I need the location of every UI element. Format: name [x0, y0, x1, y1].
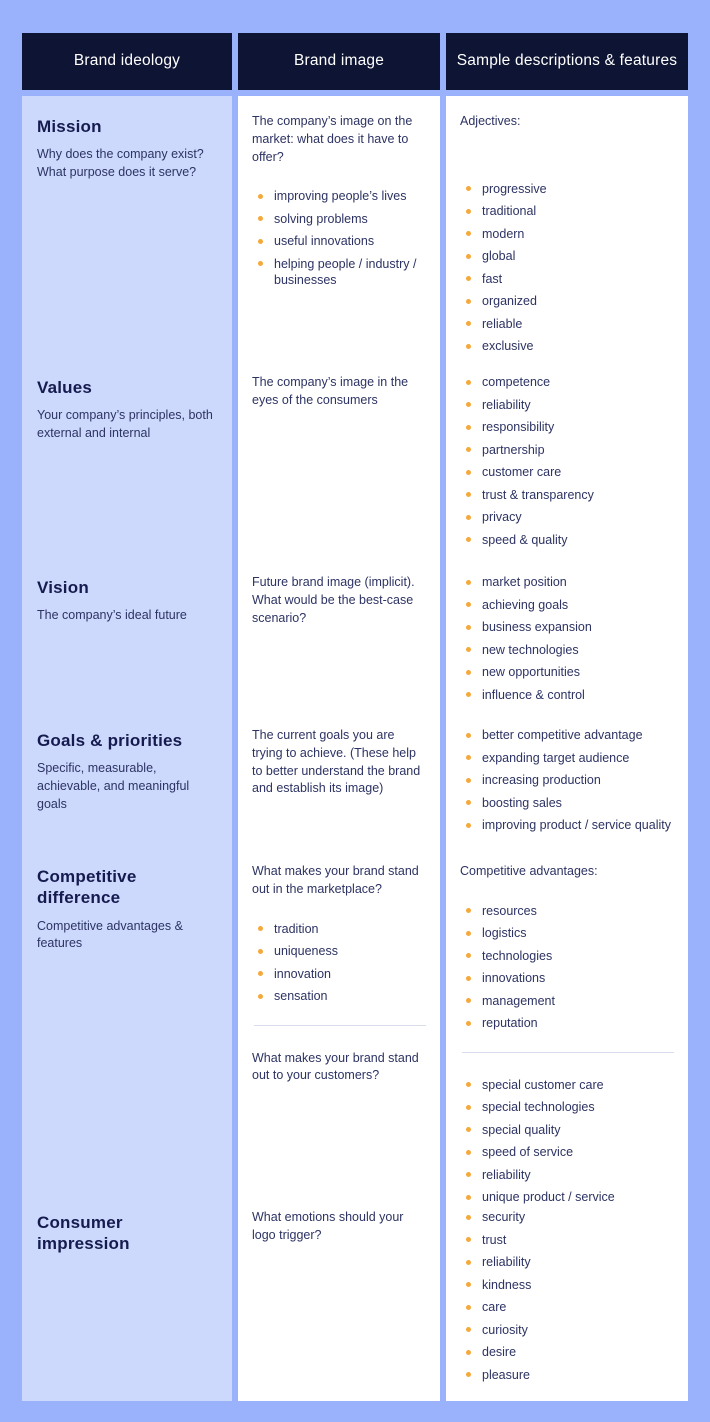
bullet-item: global [460, 248, 676, 265]
bullet-item: organized [460, 293, 676, 310]
ideology-cell [22, 710, 232, 852]
table-row [22, 357, 688, 551]
bullet-item: improving people’s lives [252, 188, 428, 205]
table-rows [22, 96, 688, 1388]
bullet-item: solving problems [252, 211, 428, 228]
cell-paragraph: What makes your brand stand out in the marketplace? [252, 864, 419, 896]
bullet-item: reliability [460, 1254, 676, 1271]
row-subtitle: Your company’s principles, both external and internal [37, 408, 213, 440]
bullet-item: influence & control [460, 687, 676, 704]
bullet-item: privacy [460, 509, 676, 526]
row-title: Vision [37, 578, 89, 597]
bullet-list [252, 921, 428, 1005]
bullet-item: speed & quality [460, 532, 676, 549]
bullet-item: increasing production [460, 772, 676, 789]
bullet-item: better competitive advantage [460, 727, 676, 744]
table-row [22, 557, 688, 704]
sample-descriptions-cell [446, 1192, 688, 1401]
bullet-list [460, 181, 676, 355]
bullet-item: partnership [460, 442, 676, 459]
row-title: Consumer impression [37, 1213, 130, 1254]
spacer [460, 153, 676, 181]
bullet-list [460, 374, 676, 548]
ideology-cell [22, 1192, 232, 1401]
bullet-item: customer care [460, 464, 676, 481]
bullet-item: traditional [460, 203, 676, 220]
bullet-list [460, 1077, 676, 1206]
bullet-item: boosting sales [460, 795, 676, 812]
brand-image-cell [238, 1192, 440, 1401]
cell-paragraph: The company’s image on the market: what does it have to offer? [252, 114, 413, 164]
bullet-item: reliable [460, 316, 676, 333]
bullet-item: kindness [460, 1277, 676, 1294]
table-row [22, 846, 688, 1205]
bullet-item: security [460, 1209, 676, 1226]
row-title: Values [37, 378, 93, 397]
ideology-cell [22, 357, 232, 566]
bullet-item: modern [460, 226, 676, 243]
bullet-item: speed of service [460, 1144, 676, 1161]
header-cell-brand-ideology: Brand ideology [22, 33, 232, 90]
bullet-list [460, 1209, 676, 1383]
ideology-cell [22, 557, 232, 721]
bullet-item: exclusive [460, 338, 676, 355]
header-cell-sample-descriptions: Sample descriptions & features [446, 33, 688, 90]
bullet-item: reliability [460, 1167, 676, 1184]
bullet-item: responsibility [460, 419, 676, 436]
row-subtitle: Why does the company exist? What purpose does it serve? [37, 147, 204, 179]
row-subtitle: The company’s ideal future [37, 608, 187, 623]
bullet-item: curiosity [460, 1322, 676, 1339]
brand-image-cell [238, 96, 440, 373]
table-row [22, 1192, 688, 1388]
bullet-item: market position [460, 574, 676, 591]
bullet-item: achieving goals [460, 597, 676, 614]
bullet-item: innovation [252, 966, 428, 983]
row-subtitle: Competitive advantages & features [37, 918, 183, 951]
bullet-item: care [460, 1299, 676, 1316]
cell-paragraph: The current goals you are trying to achieve. (These help to better understand the brand and establish its image) [252, 728, 421, 796]
row-title: Mission [37, 117, 102, 136]
sample-descriptions-cell [446, 710, 688, 852]
bullet-item: sensation [252, 988, 428, 1005]
bullet-item: desire [460, 1344, 676, 1361]
cell-paragraph: The company’s image in the eyes of the consumers [252, 375, 409, 407]
cell-paragraph: Future brand image (implicit). What would be the best-case scenario? [252, 575, 415, 625]
brand-image-cell [238, 357, 440, 566]
cell-paragraph: Adjectives: [460, 114, 521, 128]
bullet-item: innovations [460, 970, 676, 987]
bullet-item: progressive [460, 181, 676, 198]
bullet-item: competence [460, 374, 676, 391]
cell-paragraph: What emotions should your logo trigger? [252, 1210, 404, 1242]
row-subtitle: Specific, measurable, achievable, and meaningful goals [37, 761, 190, 811]
sample-descriptions-cell [446, 96, 688, 373]
bullet-item: management [460, 993, 676, 1010]
divider-line [254, 1025, 426, 1026]
bullet-item: uniqueness [252, 943, 428, 960]
sample-descriptions-cell [446, 557, 688, 721]
bullet-item: reliability [460, 397, 676, 414]
bullet-item: new technologies [460, 642, 676, 659]
ideology-cell [22, 846, 232, 1224]
table-header-row [22, 33, 688, 90]
cell-paragraph: Competitive advantages: [460, 864, 598, 878]
bullet-item: helping people / industry / businesses [252, 256, 428, 289]
bullet-item: useful innovations [252, 233, 428, 250]
bullet-item: tradition [252, 921, 428, 938]
bullet-list [460, 903, 676, 1032]
bullet-item: improving product / service quality [460, 817, 676, 834]
row-title: Goals & priorities [37, 731, 183, 750]
bullet-item: fast [460, 271, 676, 288]
header-cell-brand-image: Brand image [238, 33, 440, 90]
bullet-item: pleasure [460, 1367, 676, 1384]
bullet-item: special quality [460, 1122, 676, 1139]
cell-paragraph: What makes your brand stand out to your customers? [252, 1050, 419, 1083]
bullet-list [252, 188, 428, 289]
bullet-list [460, 727, 676, 834]
brand-image-cell [238, 710, 440, 852]
sample-descriptions-cell [446, 846, 688, 1224]
bullet-item: logistics [460, 925, 676, 942]
bullet-list [460, 574, 676, 703]
ideology-cell [22, 96, 232, 373]
sample-descriptions-cell [446, 357, 688, 566]
bullet-item: expanding target audience [460, 750, 676, 767]
row-title: Competitive difference [37, 867, 137, 908]
divider-line [462, 1052, 674, 1053]
bullet-item: resources [460, 903, 676, 920]
bullet-item: reputation [460, 1015, 676, 1032]
bullet-item: business expansion [460, 619, 676, 636]
bullet-item: special customer care [460, 1077, 676, 1094]
table-row [22, 96, 688, 354]
bullet-item: trust & transparency [460, 487, 676, 504]
bullet-item: trust [460, 1232, 676, 1249]
brand-image-cell [238, 846, 440, 1224]
bullet-item: special technologies [460, 1099, 676, 1116]
bullet-item: unique product / service [460, 1189, 676, 1206]
bullet-item: technologies [460, 948, 676, 965]
bullet-item: new opportunities [460, 664, 676, 681]
brand-image-cell [238, 557, 440, 721]
table-row [22, 710, 688, 840]
